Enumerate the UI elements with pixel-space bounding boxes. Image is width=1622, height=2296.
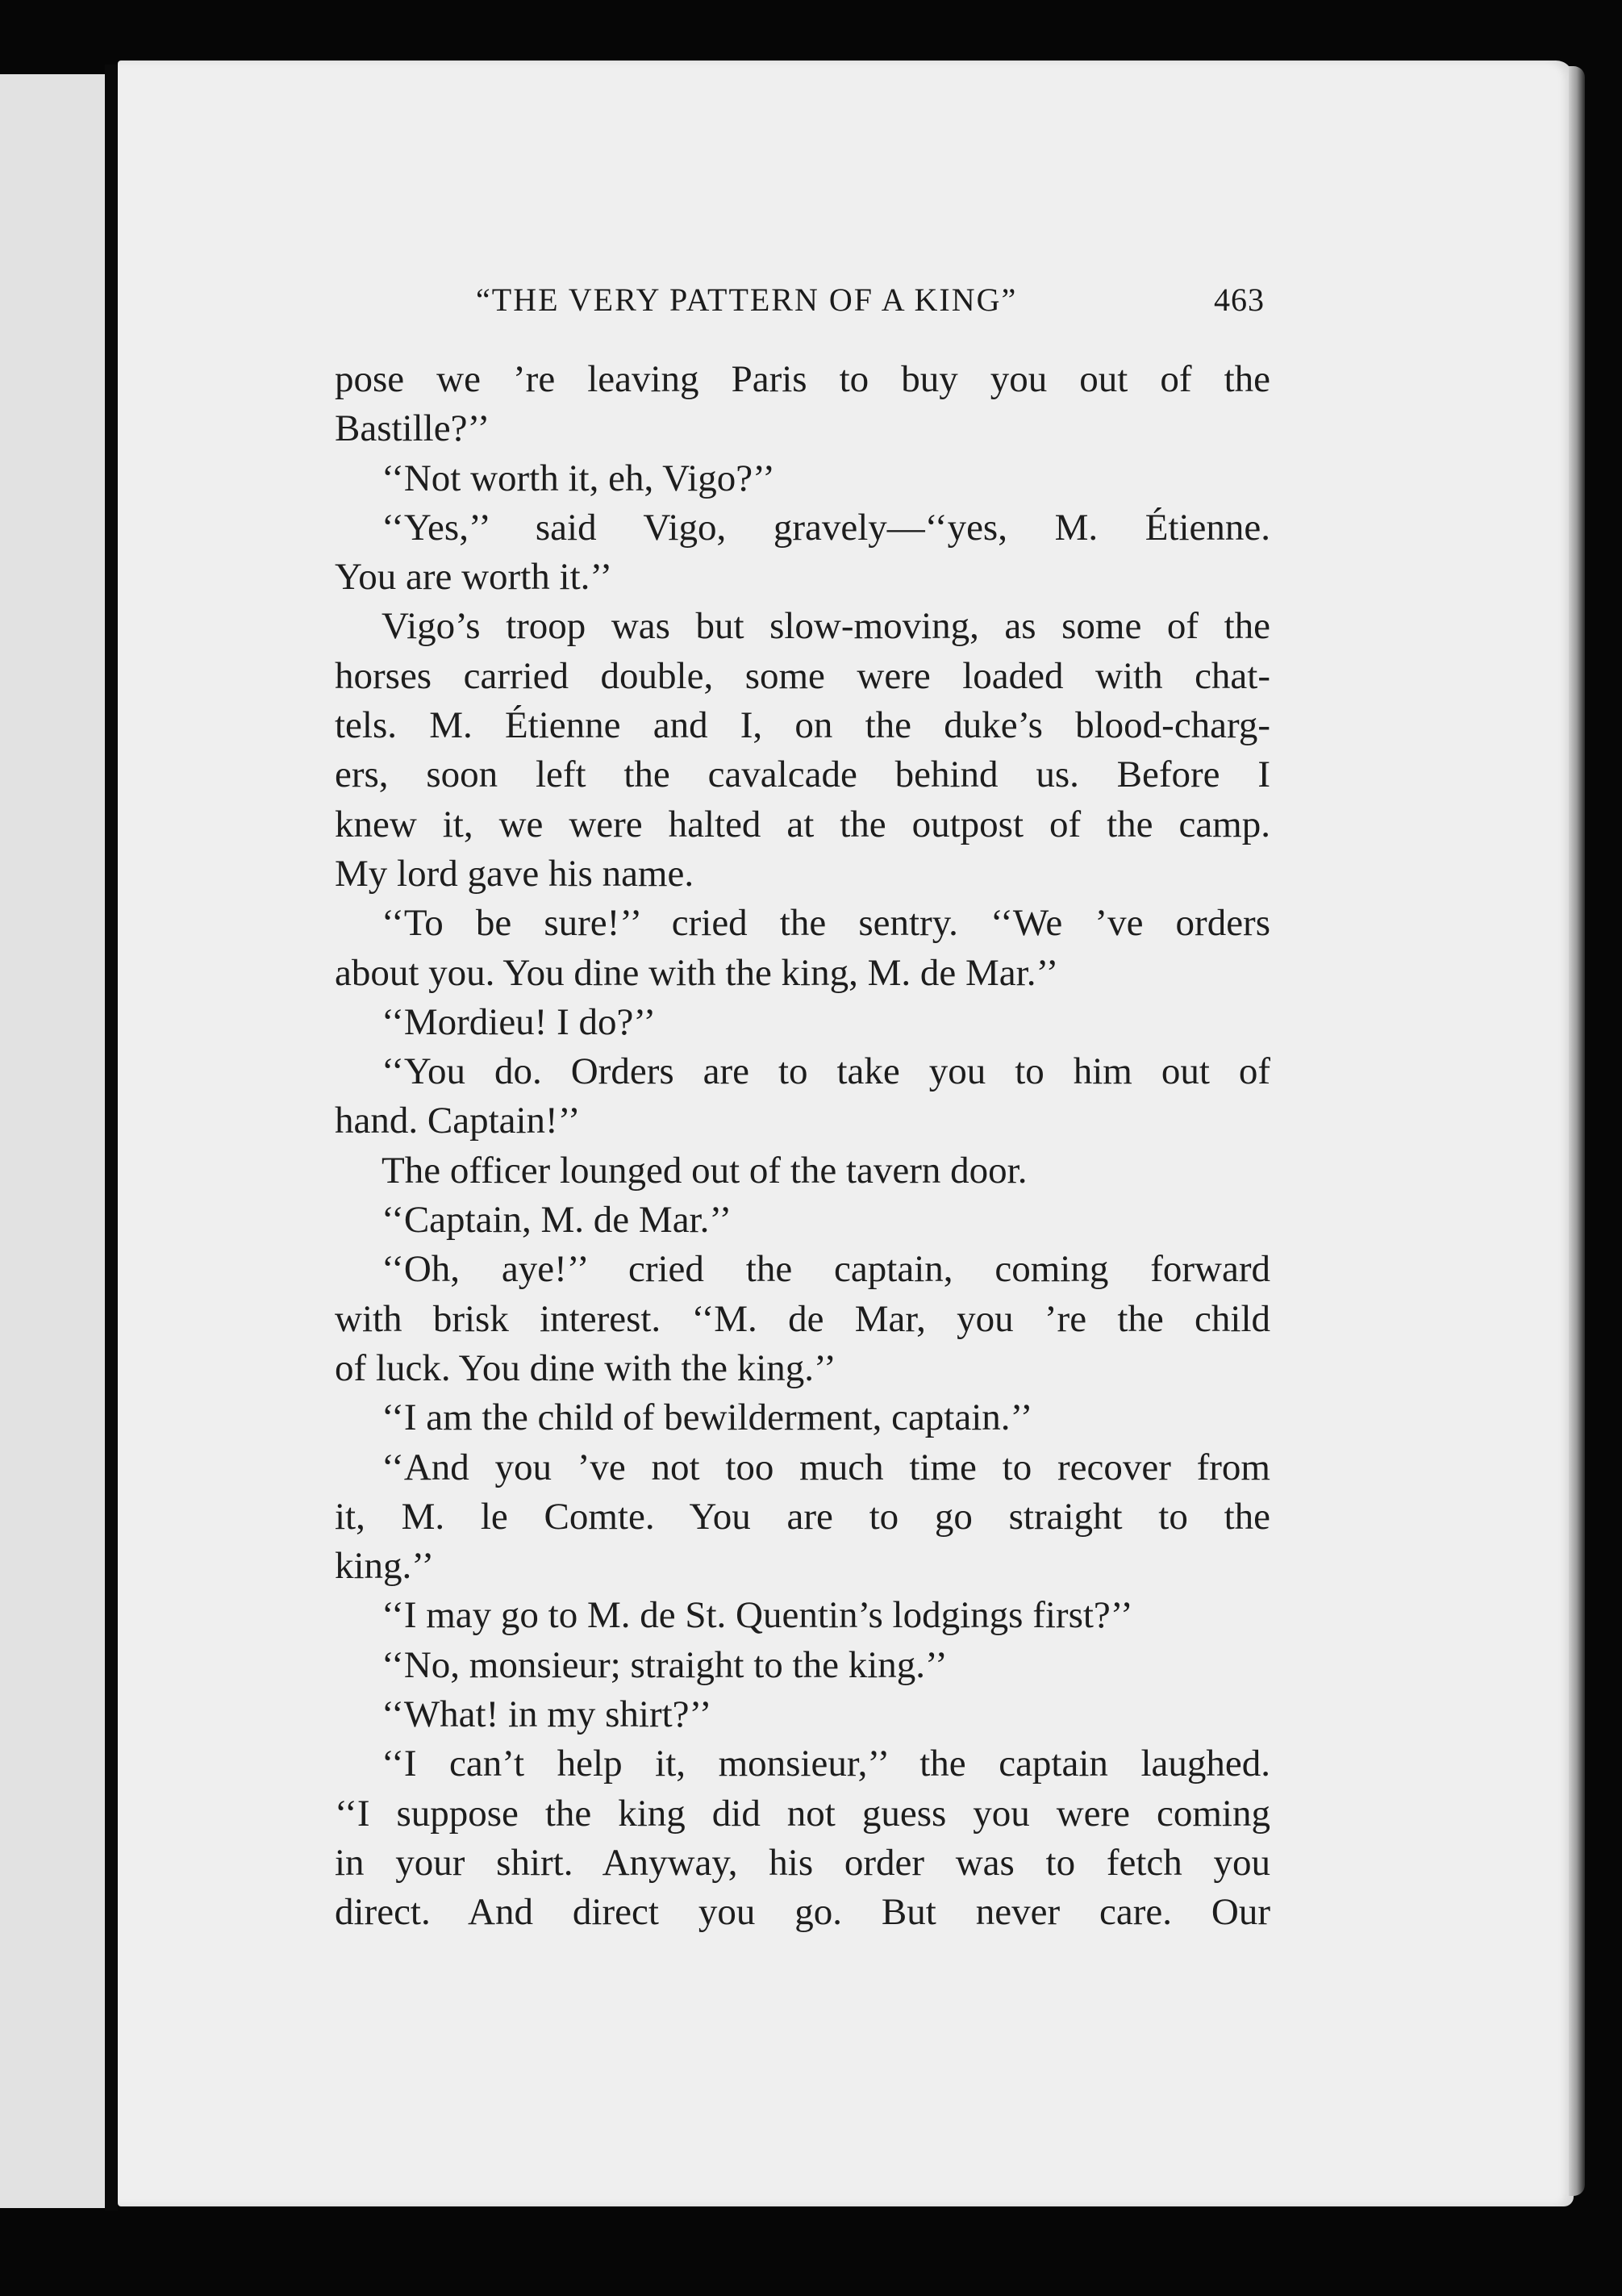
text-line: ‘‘I am the child of bewilderment, captain.’’ <box>382 1396 1033 1439</box>
page-number: 463 <box>1214 282 1265 318</box>
text-line: in your shirt. Anyway, his order was to fetch you <box>335 1841 1270 1884</box>
text-line: ers, soon left the cavalcade behind us. Before I <box>335 754 1270 796</box>
text-line: pose we ’re leaving Paris to buy you out of the <box>335 358 1270 400</box>
text-line: of luck. You dine with the king.’’ <box>335 1346 836 1389</box>
book-gutter <box>105 65 118 2210</box>
text-line: ‘‘You do. Orders are to take you to him out of <box>382 1050 1270 1093</box>
text-line: My lord gave his name. <box>335 852 694 895</box>
text-line: ‘‘I may go to M. de St. Quentin’s lodgings first?’’ <box>382 1594 1133 1637</box>
text-line: king.’’ <box>335 1545 435 1588</box>
text-line: about you. You dine with the king, M. de Mar.’’ <box>335 951 1059 994</box>
text-line: tels. M. Étienne and I, on the duke’s blood-charg- <box>335 704 1270 747</box>
text-line: The officer lounged out of the tavern door. <box>382 1149 1028 1192</box>
facing-page-edge <box>0 74 105 2208</box>
text-line: Vigo’s troop was but slow-moving, as some of the <box>382 605 1270 648</box>
text-line: ‘‘Yes,’’ said Vigo, gravely—‘‘yes, M. Étienne. <box>382 506 1270 549</box>
text-line: it, M. le Comte. You are to go straight to the <box>335 1495 1270 1538</box>
text-line: ‘‘Mordieu! I do?’’ <box>382 1000 657 1043</box>
text-line: hand. Captain!’’ <box>335 1100 581 1142</box>
text-line: ‘‘Captain, M. de Mar.’’ <box>382 1199 732 1242</box>
text-line: Bastille?’’ <box>335 407 490 450</box>
body-text <box>335 355 1270 1938</box>
text-line: ‘‘I suppose the king did not guess you were coming <box>335 1792 1270 1835</box>
text-line: with brisk interest. ‘‘M. de Mar, you ’re the child <box>335 1297 1270 1340</box>
text-line: ‘‘I can’t help it, monsieur,’’ the captain laughed. <box>382 1743 1270 1785</box>
text-line: ‘‘Oh, aye!’’ cried the captain, coming forward <box>382 1248 1270 1291</box>
text-line: ‘‘And you ’ve not too much time to recover from <box>382 1446 1270 1488</box>
text-line: ‘‘What! in my shirt?’’ <box>382 1693 712 1736</box>
text-line: ‘‘No, monsieur; straight to the king.’’ <box>382 1643 948 1686</box>
running-head <box>476 281 1265 329</box>
running-head-title: “THE VERY PATTERN OF A KING” <box>476 282 1018 318</box>
text-line: You are worth it.’’ <box>335 556 613 599</box>
text-line: direct. And direct you go. But never care. Our <box>335 1891 1270 1934</box>
text-line: horses carried double, some were loaded with chat- <box>335 654 1270 697</box>
text-line: knew it, we were halted at the outpost of the camp. <box>335 803 1270 845</box>
text-line: ‘‘Not worth it, eh, Vigo?’’ <box>382 457 775 499</box>
text-line: ‘‘To be sure!’’ cried the sentry. ‘‘We ’ve orders <box>382 902 1270 945</box>
page-edge-shadow <box>1569 66 1585 2196</box>
